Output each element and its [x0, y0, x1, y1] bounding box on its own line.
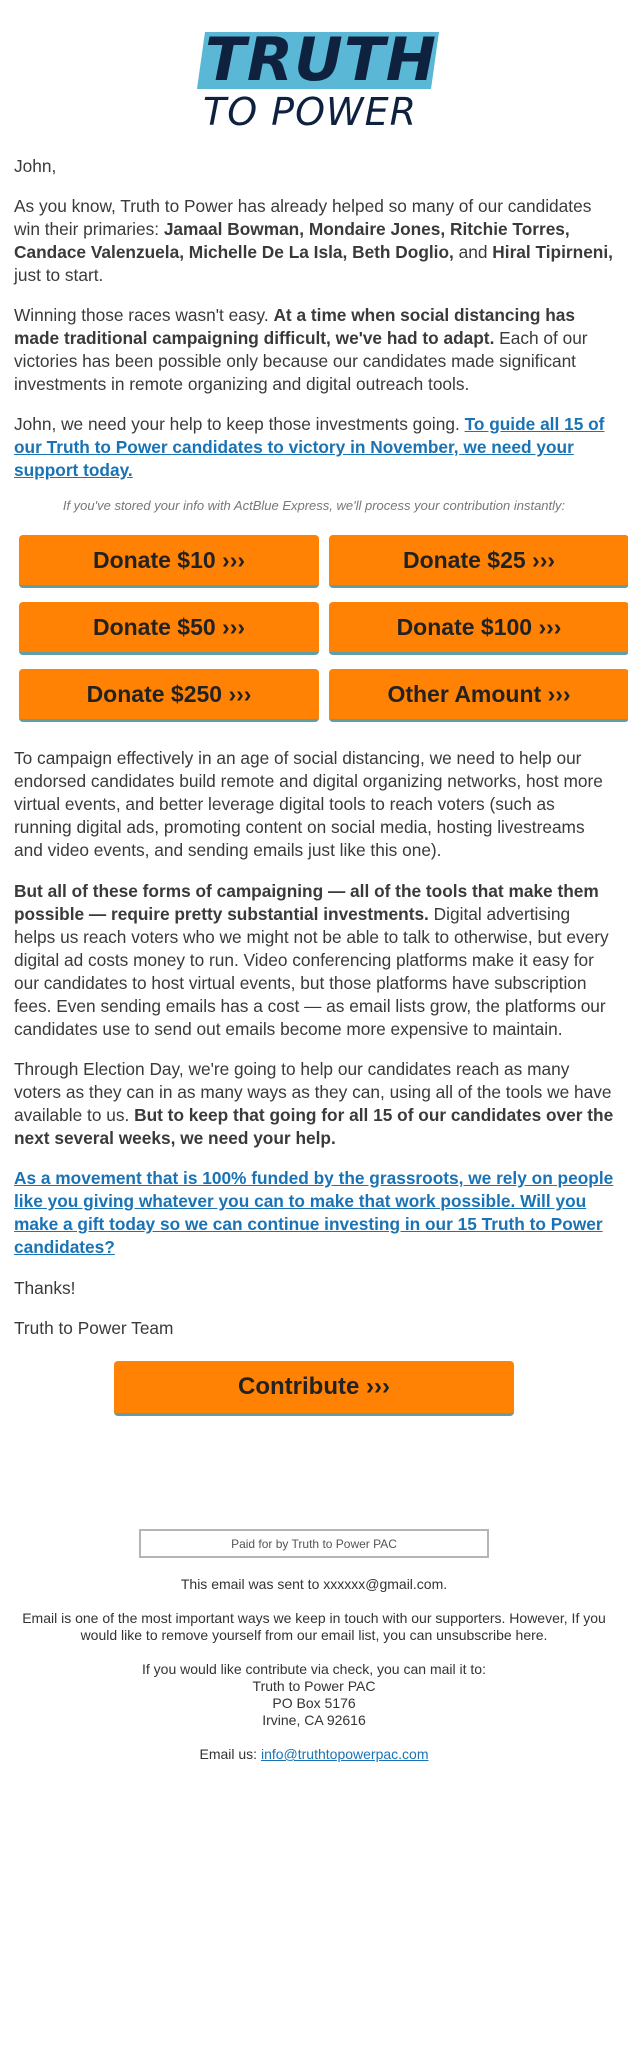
logo-bottom-text: TO POWER: [202, 90, 417, 134]
paragraph-social-distancing: To campaign effectively in an age of social distancing, we need to help our endorsed candidates build remote and digital organizing networks, host more virtual events, and better leverage digital tools to reach voters (such as running digital ads, promoting content on social media, hosting livestreams and video events, and sending emails just like this one).: [14, 748, 603, 860]
greeting: John,: [14, 156, 57, 176]
paragraph-adapt: Winning those races wasn't easy. At a time when social distancing has made traditional campaigning difficult, we've had to adapt. Each of our victories has been possible only because our candidates made significant investments in remote organizing and digital outreach tools.: [14, 305, 588, 394]
contribute-button[interactable]: Contribute ›››: [114, 1361, 514, 1416]
email-link[interactable]: info@truthtopowerpac.com: [260, 1746, 429, 1762]
donate-100-button[interactable]: Donate $100 ›››: [329, 602, 628, 655]
email-us-line: Email us: info@truthtopowerpac.com: [199, 1746, 429, 1762]
unsubscribe-text: Email is one of the most important ways we keep in touch with our supporters. However, If you would like to remove yourself from our email list, you can unsubscribe here.: [22, 1610, 606, 1643]
paragraph-primaries: As you know, Truth to Power has already helped so many of our candidates win their primaries: Jamaal Bowman, Mondaire Jones, Ritchie Torres, Candace Valenzuela, Michelle De La Isla, Beth Doglio, and Hiral Tipirneni, just to start.: [14, 196, 613, 285]
support-link[interactable]: To guide all 15 of our Truth to Power candidates to victory in November, we need your support today.: [14, 414, 605, 480]
city-text: Irvine, CA 92616: [262, 1712, 366, 1728]
paragraph-investments: But all of these forms of campaigning — all of the tools that make them possible — require pretty substantial investments. Digital advertising helps us reach voters who we might not be able to talk to otherwise, but every digital ad costs money to run. Video conferencing platforms make it easy for our candidates to host virtual events, but those platforms have subscription fees. Even sending emails has a cost — as email lists grow, the platforms our candidates use to send out emails become more expensive to maintain.: [14, 881, 609, 1039]
other-amount-button[interactable]: Other Amount ›››: [329, 669, 628, 722]
actblue-note: If you've stored your info with ActBlue Express, we'll process your contribution instantly:: [62, 498, 566, 513]
paragraph-help: John, we need your help to keep those investments going. To guide all 15 of our Truth to Power candidates to victory in November, we need your support today.: [14, 414, 605, 480]
check-intro-text: If you would like contribute via check, you can mail it to:: [142, 1661, 486, 1677]
donate-10-button[interactable]: Donate $10 ›››: [19, 535, 319, 588]
donate-250-button[interactable]: Donate $250 ›››: [19, 669, 319, 722]
signoff-text: Truth to Power Team: [14, 1318, 174, 1338]
donate-50-button[interactable]: Donate $50 ›››: [19, 602, 319, 655]
logo-top-text: TRUTH: [205, 25, 437, 95]
paragraph-election-day: Through Election Day, we're going to help our candidates reach as many voters as they can in as many ways as they can, using all of the tools we have available to us. But to keep that going for all 15 of our candidates over the next several weeks, we need your help.: [14, 1059, 614, 1148]
donate-25-button[interactable]: Donate $25 ›››: [329, 535, 628, 588]
gift-link[interactable]: As a movement that is 100% funded by the grassroots, we rely on people like you giving whatever you can to make that work possible. Will you make a gift today so we can continue investing in our 15 Truth to Power candidates?: [14, 1168, 614, 1257]
paragraph-grassroots: [14, 1167, 614, 1259]
truth-to-power-logo: [195, 25, 440, 135]
sent-to-text: This email was sent to xxxxxx@gmail.com.: [180, 1576, 448, 1592]
po-box-text: PO Box 5176: [272, 1695, 356, 1711]
paid-for-box: Paid for by Truth to Power PAC: [139, 1529, 489, 1558]
org-name-text: Truth to Power PAC: [252, 1678, 376, 1694]
thanks-text: Thanks!: [14, 1278, 76, 1298]
